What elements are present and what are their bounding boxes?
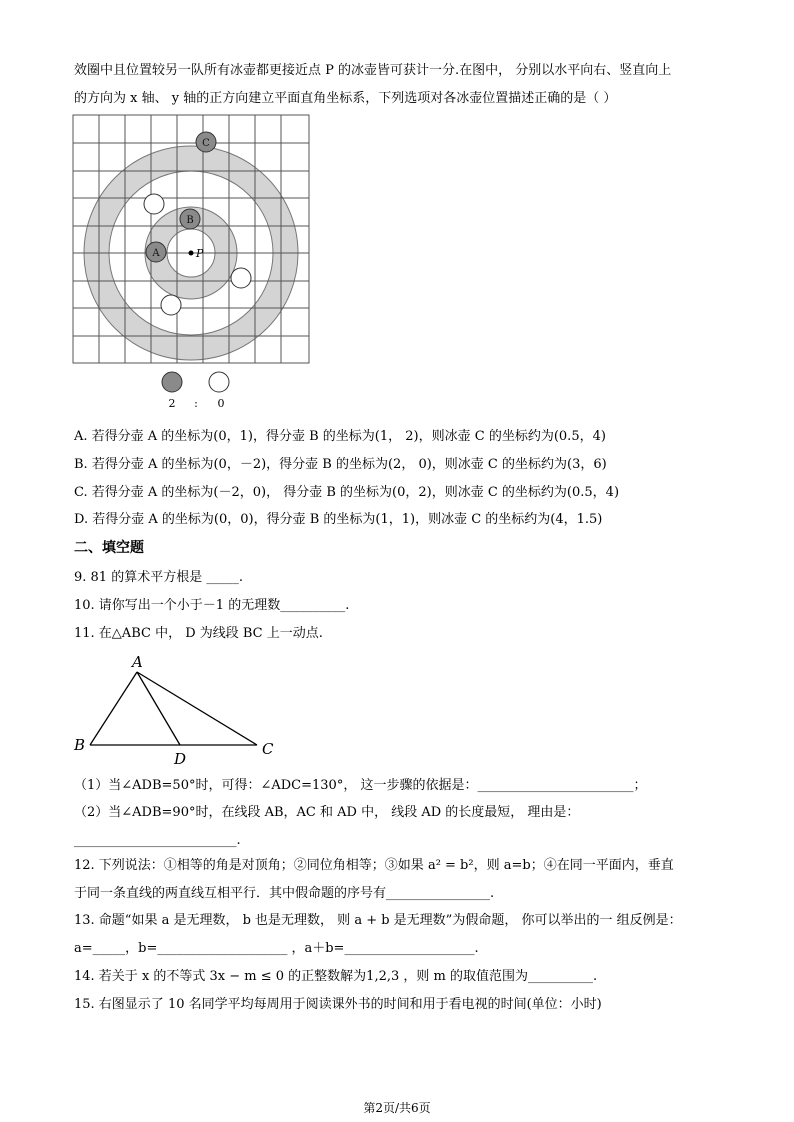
- option-d: D. 若得分壶 A 的坐标为(0，0)，得分壶 B 的坐标为(1，1)，则冰壶 C 的坐标约为(4，1.5): [74, 512, 603, 527]
- question-9: 9. 81 的算术平方根是 _____.: [74, 570, 243, 585]
- point-p-label: P: [196, 247, 204, 260]
- option-c: C. 若得分壶 A 的坐标为(－2，0)， 得分壶 B 的坐标为(0，2)，则冰壶 C 的坐标约为(0.5，4): [74, 485, 620, 500]
- option-b: B. 若得分壶 A 的坐标为(0，－2)，得分壶 B 的坐标为(2， 0)，则冰壶 C 的坐标约为(3，6): [74, 457, 607, 472]
- question-11-intro: 11. 在△ABC 中， D 为线段 BC 上一动点.: [74, 626, 323, 641]
- white-stone-1: [144, 194, 164, 214]
- score-legend: [162, 372, 229, 410]
- white-stone-2: [231, 268, 251, 288]
- stone-b-label: B: [186, 215, 194, 226]
- white-stone-3: [161, 295, 181, 315]
- question-10: 10. 请你写出一个小于－1 的无理数__________.: [74, 598, 350, 613]
- curling-figure: [60, 105, 330, 415]
- section-title: 二、填空题: [74, 540, 144, 556]
- score-light-stone: [209, 372, 229, 392]
- question-13-line-2: a=_____，b=____________________ ，a＋b=____________________.: [74, 941, 479, 956]
- page-footer: 第2页/共6页: [363, 1101, 431, 1115]
- score-dark-stone: [162, 372, 182, 392]
- question-11-part-1: （1）当∠ADB=50°时，可得：∠ADC=130°， 这一步骤的依据是：________________________；: [74, 778, 647, 793]
- stone-c-label: C: [202, 138, 210, 149]
- point-d-label: D: [174, 750, 187, 765]
- question-11-part-2: （2）当∠ADB=90°时，在线段 AB，AC 和 AD 中， 线段 AD 的长度最短， 理由是：: [74, 805, 580, 820]
- question-12-line-1: 12. 下列说法：①相等的角是对顶角；②同位角相等；③如果 a² = b²，则 a=b；④在同一平面内，垂直: [74, 858, 674, 873]
- intro-line-2: 的方向为 x 轴、 y 轴的正方向建立平面直角坐标系，下列选项对各冰壶位置描述正确的是（ ）: [74, 91, 617, 106]
- score-right: 0: [217, 397, 225, 410]
- question-13-line-1: 13. 命题“如果 a 是无理数， b 也是无理数， 则 a + b 是无理数”为假命题， 你可以举出的一 组反例是：: [74, 913, 682, 928]
- point-p: [189, 251, 194, 256]
- stone-a-label: A: [152, 248, 160, 259]
- vertex-c-label: C: [262, 740, 274, 758]
- question-11-part-2-blank: _________________________.: [74, 833, 241, 848]
- question-15: 15. 右图显示了 10 名同学平均每周用于阅读课外书的时间和用于看电视的时间(单位：小时): [74, 997, 602, 1012]
- option-a: A. 若得分壶 A 的坐标为(0，1)，得分壶 B 的坐标为(1， 2)，则冰壶 C 的坐标约为(0.5，4): [74, 429, 606, 444]
- question-12-line-2: 于同一条直线的两直线互相平行．其中假命题的序号有________________.: [74, 886, 495, 901]
- question-14: 14. 若关于 x 的不等式 3x − m ≤ 0 的正整数解为1,2,3 ，则 m 的取值范围为__________.: [74, 969, 598, 984]
- score-separator: :: [194, 397, 198, 410]
- side-ac: [137, 672, 257, 745]
- side-ab: [90, 672, 137, 745]
- intro-line-1: 效圈中且位置较另一队所有冰壶都更接近点 P 的冰壶皆可获计一分.在图中， 分别以水平向右、竖直向上: [74, 63, 672, 78]
- score-left: 2: [168, 397, 176, 410]
- vertex-a-label: A: [132, 653, 143, 671]
- vertex-b-label: B: [74, 736, 86, 754]
- triangle-figure: [68, 650, 288, 765]
- segment-ad: [137, 672, 180, 745]
